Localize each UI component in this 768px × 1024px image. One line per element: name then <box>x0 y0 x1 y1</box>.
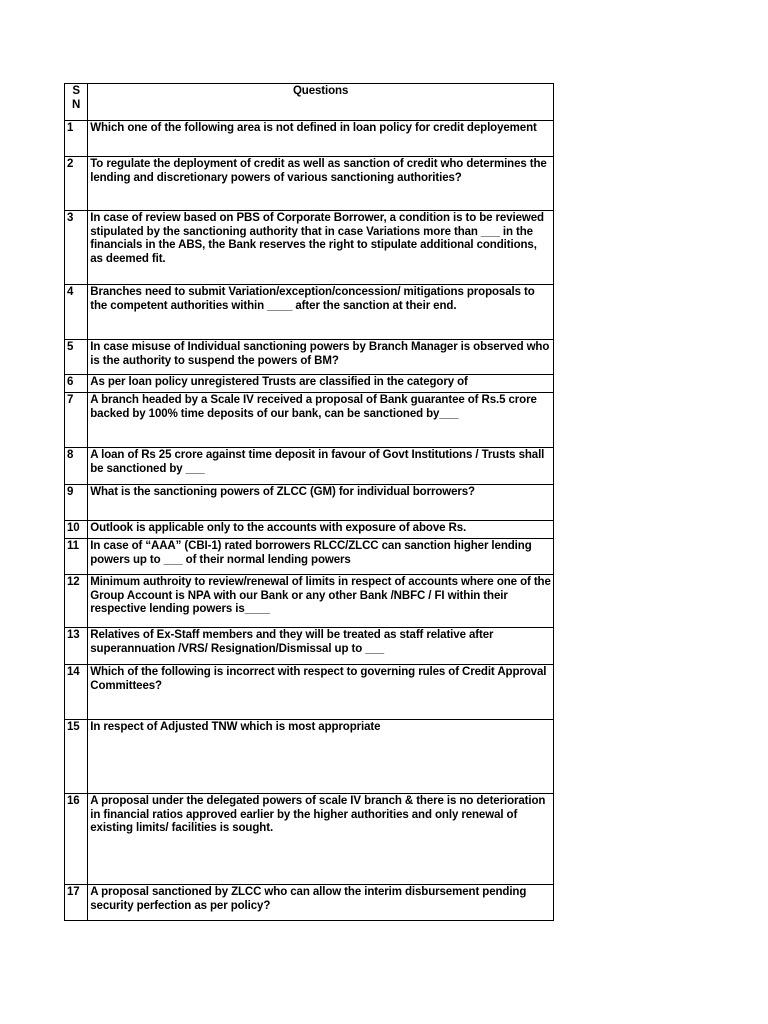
header-row <box>65 84 554 121</box>
table-row <box>65 340 554 375</box>
sn-cell: 10 <box>65 521 88 539</box>
table-row <box>65 575 554 628</box>
table-row <box>65 375 554 393</box>
question-cell: Which of the following is incorrect with respect to governing rules of Credit Approval Committees? <box>88 665 554 720</box>
question-cell: A branch headed by a Scale IV received a proposal of Bank guarantee of Rs.5 crore backed by 100% time deposits of our bank, can be sanctioned by___ <box>88 393 554 448</box>
table-row <box>65 211 554 285</box>
sn-cell: 14 <box>65 665 88 720</box>
question-cell: What is the sanctioning powers of ZLCC (GM) for individual borrowers? <box>88 485 554 521</box>
question-cell: As per loan policy unregistered Trusts are classified in the category of <box>88 375 554 393</box>
table-row <box>65 794 554 885</box>
sn-cell: 5 <box>65 340 88 375</box>
table-row <box>65 157 554 211</box>
table-row <box>65 448 554 485</box>
sn-cell: 6 <box>65 375 88 393</box>
table-row <box>65 665 554 720</box>
sn-cell: 15 <box>65 720 88 794</box>
question-cell: Branches need to submit Variation/exception/concession/ mitigations proposals to the competent authorities within ____ after the sanction at their end. <box>88 285 554 340</box>
table-row <box>65 121 554 157</box>
sn-cell: 13 <box>65 628 88 665</box>
question-cell: In respect of Adjusted TNW which is most appropriate <box>88 720 554 794</box>
question-cell: Outlook is applicable only to the accounts with exposure of above Rs. <box>88 521 554 539</box>
sn-cell: 9 <box>65 485 88 521</box>
question-cell: To regulate the deployment of credit as well as sanction of credit who determines the lending and discretionary powers of various sanctioning authorities? <box>88 157 554 211</box>
sn-cell: 7 <box>65 393 88 448</box>
table-row <box>65 393 554 448</box>
question-cell: Minimum authroity to review/renewal of limits in respect of accounts where one of the Group Account is NPA with our Bank or any other Bank /NBFC / FI within their respective lending powers is____ <box>88 575 554 628</box>
questions-header: Questions <box>88 84 554 121</box>
sn-cell: 2 <box>65 157 88 211</box>
questions-table <box>64 83 554 921</box>
sn-cell: 1 <box>65 121 88 157</box>
sn-cell: 17 <box>65 885 88 921</box>
sn-cell: 11 <box>65 539 88 575</box>
table-row <box>65 285 554 340</box>
question-cell: In case misuse of Individual sanctioning powers by Branch Manager is observed who is the authority to suspend the powers of BM? <box>88 340 554 375</box>
table-row <box>65 720 554 794</box>
question-cell: Which one of the following area is not defined in loan policy for credit deployement <box>88 121 554 157</box>
sn-cell: 16 <box>65 794 88 885</box>
sn-cell: 3 <box>65 211 88 285</box>
table-row <box>65 521 554 539</box>
question-cell: A proposal under the delegated powers of scale IV branch & there is no deterioration in financial ratios approved earlier by the higher authorities and only renewal of existing limits/ facilities is sought. <box>88 794 554 885</box>
table-row <box>65 539 554 575</box>
table-row <box>65 485 554 521</box>
table-row <box>65 628 554 665</box>
sn-cell: 12 <box>65 575 88 628</box>
sn-cell: 4 <box>65 285 88 340</box>
question-cell: A loan of Rs 25 crore against time deposit in favour of Govt Institutions / Trusts shall be sanctioned by ___ <box>88 448 554 485</box>
question-cell: In case of review based on PBS of Corporate Borrower, a condition is to be reviewed stipulated by the sanctioning authority that in case Variations more than ___ in the financials in the ABS, the Bank reserves the right to stipulate additional conditions, as deemed fit. <box>88 211 554 285</box>
question-cell: In case of “AAA” (CBI-1) rated borrowers RLCC/ZLCC can sanction higher lending powers up to ___ of their normal lending powers <box>88 539 554 575</box>
sn-cell: 8 <box>65 448 88 485</box>
question-cell: Relatives of Ex-Staff members and they will be treated as staff relative after superannuation /VRS/ Resignation/Dismissal up to ___ <box>88 628 554 665</box>
table-row <box>65 885 554 921</box>
sn-header: S N <box>65 84 88 121</box>
question-cell: A proposal sanctioned by ZLCC who can allow the interim disbursement pending security perfection as per policy? <box>88 885 554 921</box>
